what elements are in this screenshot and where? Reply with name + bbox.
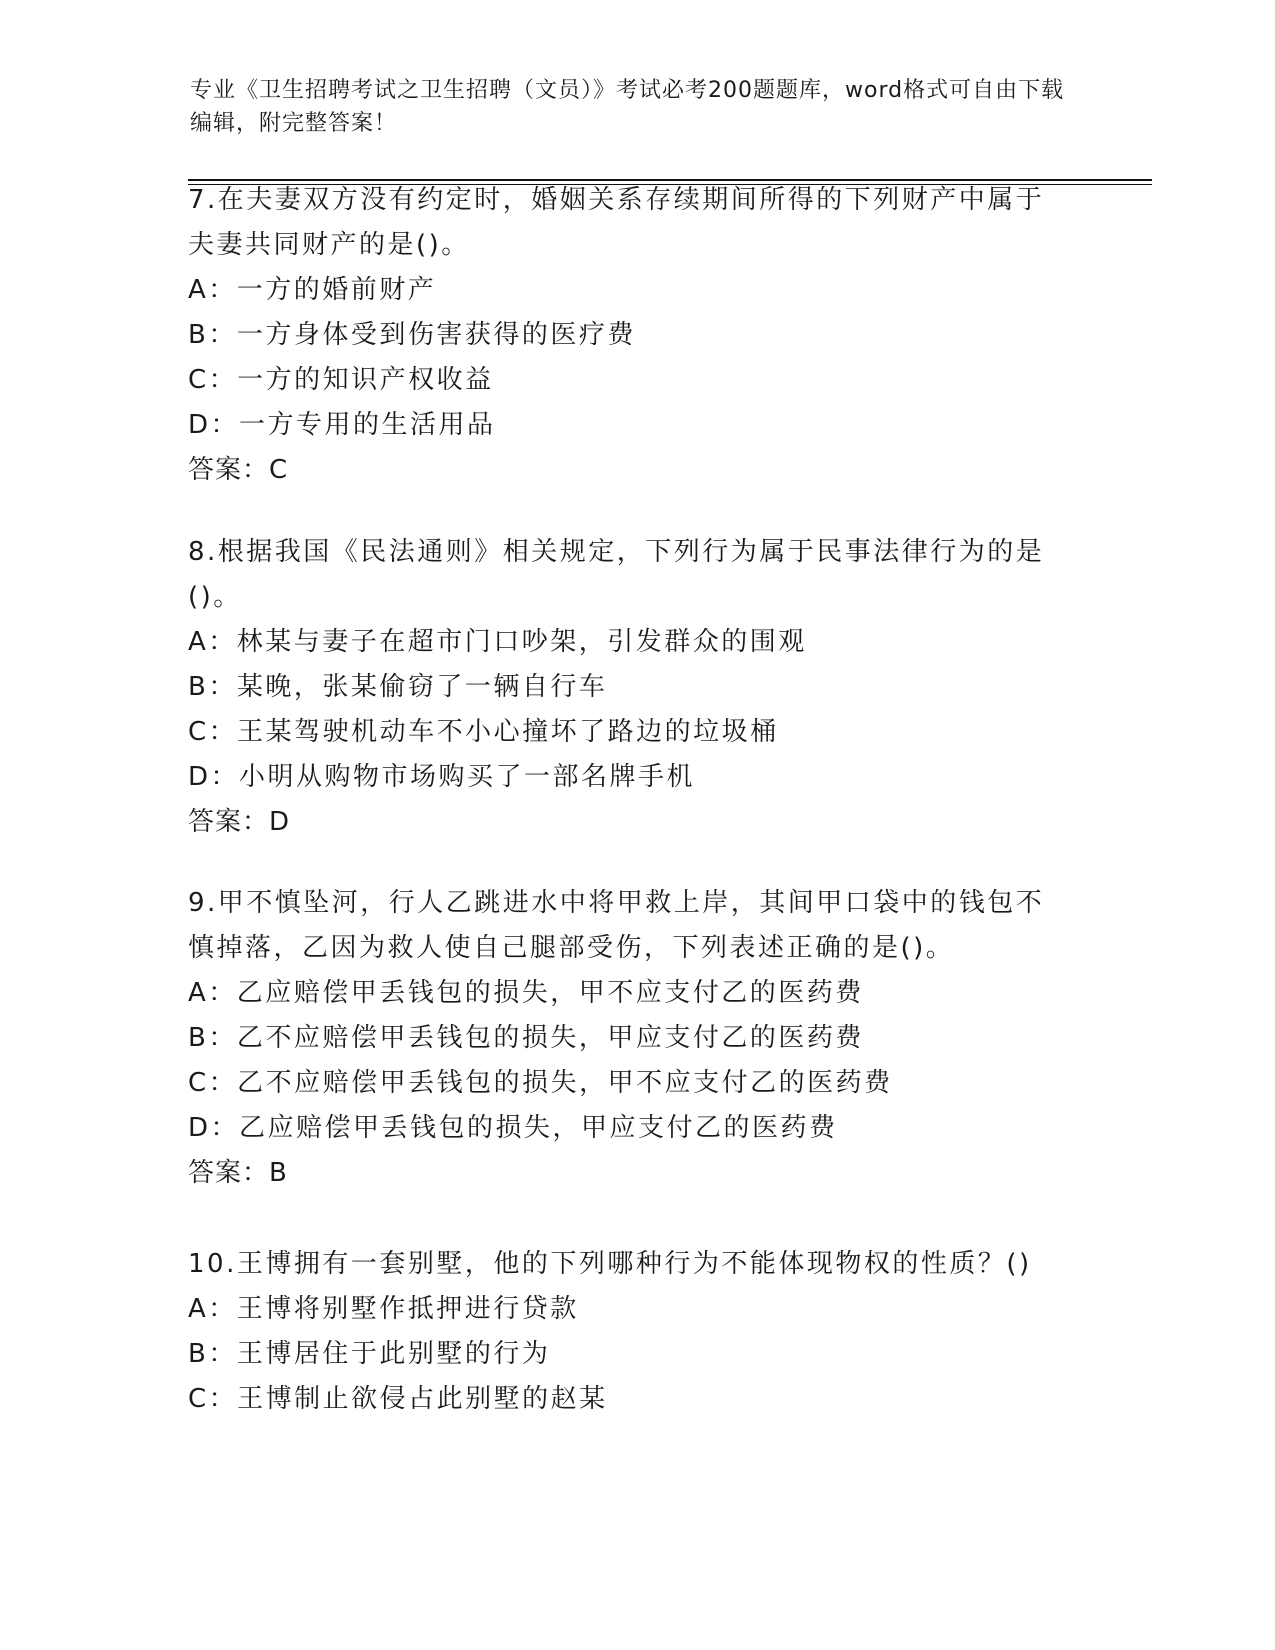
option-b: B：一方身体受到伤害获得的医疗费: [188, 320, 636, 350]
option-c: C：王某驾驶机动车不小心撞坏了路边的垃圾桶: [188, 717, 779, 747]
answer: 答案：C: [188, 455, 289, 485]
option-d: D：一方专用的生活用品: [188, 410, 496, 440]
question-stem: 7.在夫妻双方没有约定时，婚姻关系存续期间所得的下列财产中属于夫妻共同财产的是()。: [188, 185, 1045, 260]
document-header: 专业《卫生招聘考试之卫生招聘（文员）》考试必考200题题库，word格式可自由下载编辑，附完整答案！: [190, 78, 1065, 136]
answer: 答案：D: [188, 807, 291, 837]
question-9: [188, 881, 1068, 1196]
answer: 答案：B: [188, 1158, 288, 1188]
option-a: A：乙应赔偿甲丢钱包的损失，甲不应支付乙的医药费: [188, 978, 864, 1008]
question-stem: 10.王博拥有一套别墅，他的下列哪种行为不能体现物权的性质？(): [188, 1249, 1032, 1279]
option-a: A：林某与妻子在超市门口吵架，引发群众的围观: [188, 627, 807, 657]
question-stem: 8.根据我国《民法通则》相关规定，下列行为属于民事法律行为的是()。: [188, 537, 1045, 612]
option-b: B：王博居住于此别墅的行为: [188, 1339, 551, 1369]
option-c: C：一方的知识产权收益: [188, 365, 494, 395]
question-8: [188, 530, 1068, 845]
option-d: D：乙应赔偿甲丢钱包的损失，甲应支付乙的医药费: [188, 1113, 838, 1143]
option-b: B：某晚，张某偷窃了一辆自行车: [188, 672, 608, 702]
question-stem: 9.甲不慎坠河，行人乙跳进水中将甲救上岸，其间甲口袋中的钱包不慎掉落，乙因为救人使自己腿部受伤，下列表述正确的是()。: [188, 888, 1045, 963]
option-c: C：乙不应赔偿甲丢钱包的损失，甲不应支付乙的医药费: [188, 1068, 893, 1098]
option-d: D：小明从购物市场购买了一部名牌手机: [188, 762, 696, 792]
question-10: [188, 1242, 1068, 1422]
option-c: C：王博制止欲侵占此别墅的赵某: [188, 1384, 608, 1414]
question-7: [188, 178, 1068, 493]
option-a: A：一方的婚前财产: [188, 275, 437, 305]
option-a: A：王博将别墅作抵押进行贷款: [188, 1294, 579, 1324]
option-b: B：乙不应赔偿甲丢钱包的损失，甲应支付乙的医药费: [188, 1023, 864, 1053]
